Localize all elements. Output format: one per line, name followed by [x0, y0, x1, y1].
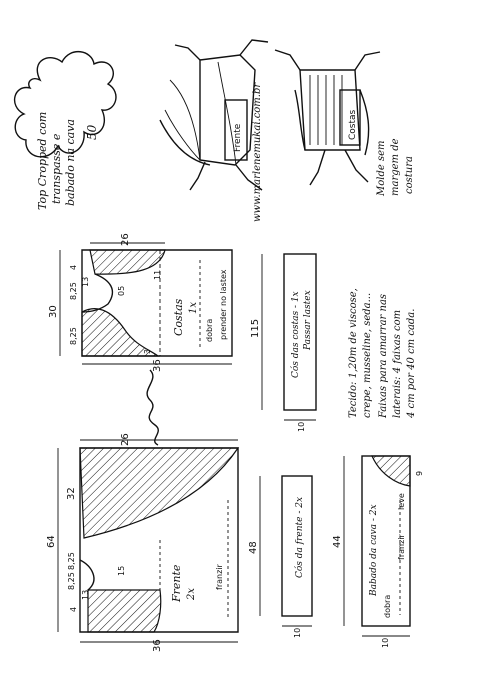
ruffle-leve: leve: [397, 493, 406, 510]
illustration-back-label: Costas: [348, 109, 358, 140]
back-prender: prender no lastex: [219, 269, 228, 340]
front-m-8-25: 8,25: [67, 552, 76, 570]
back-illustration: [275, 50, 380, 185]
front-piece-pattern: [46, 433, 238, 652]
back-m-8-25: 8,25: [69, 327, 78, 345]
front-franzir: franzir: [215, 564, 224, 590]
front-small-top: 4: [69, 606, 78, 612]
back-small-13: 13: [81, 276, 90, 287]
margin-note-line-3: costura: [404, 156, 415, 194]
website-url: www.marlenemukai.com.br: [252, 82, 263, 222]
back-waistband-length: 115: [250, 318, 261, 338]
ruffle-pattern: [332, 456, 424, 648]
back-waistband-label-1: Cós das costas - 1x: [291, 291, 301, 378]
title-cloud: [15, 52, 116, 210]
ruffle-width: 10: [381, 637, 390, 648]
back-dobra: dobra: [205, 318, 214, 342]
fabric-line-2: crepe, musseline, seda...: [362, 292, 373, 418]
back-label-2: 1x: [188, 301, 199, 314]
back-height: 30: [48, 305, 59, 318]
illustration-front-label: Frente: [233, 123, 243, 152]
back-m-8-25b: 8,25: [69, 282, 78, 300]
front-n15: 15: [117, 565, 126, 576]
back-m-11: 11: [153, 269, 162, 280]
margin-note-line-2: margem de: [390, 138, 401, 196]
back-width-top: 26: [120, 233, 131, 246]
ruffle-n9: 9: [415, 470, 424, 476]
ruffle-label: Babado da cava - 2x: [369, 504, 379, 596]
title-number: 50: [85, 124, 99, 140]
front-width-top: 26: [120, 433, 131, 446]
ruffle-franzir: franzir: [397, 534, 406, 560]
fabric-line-1: Tecido: 1,20m de viscose,: [348, 288, 359, 418]
title-line-1: Top Cropped com: [36, 111, 49, 210]
back-piece-pattern: [48, 233, 232, 372]
ruffle-length: 44: [332, 535, 343, 548]
fabric-line-5: 4 cm por 40 cm cada.: [406, 308, 417, 418]
title-line-3: babado na cava: [64, 119, 77, 206]
front-height-upper: 32: [66, 487, 77, 500]
front-waistband-label: Cós da frente - 2x: [295, 496, 305, 578]
front-waistband-length: 48: [248, 541, 259, 554]
front-waistband-pattern: [248, 476, 312, 638]
signature: [147, 370, 158, 445]
fabric-line-3: Faixas para amarrar nas: [378, 293, 389, 418]
margin-note: [376, 138, 415, 197]
fabric-note: [348, 288, 417, 419]
front-width-bottom: 36: [152, 639, 163, 652]
fabric-line-4: laterais: 4 faixas com: [392, 309, 403, 418]
front-m-13: 13: [81, 589, 90, 600]
back-neck: 05: [117, 285, 126, 296]
back-waistband-pattern: [250, 254, 316, 432]
back-label-1: Costas: [172, 298, 185, 336]
back-waistband-width: 10: [297, 421, 306, 432]
front-height-total: 64: [46, 535, 57, 548]
front-m-8-25b: 8,25: [67, 572, 76, 590]
title-line-2: transpasse e: [50, 133, 63, 204]
back-small-top: 4: [69, 264, 78, 270]
front-label-1: Frente: [170, 564, 183, 602]
back-n3: 3: [143, 348, 152, 354]
back-waistband-label-2: Passar lastex: [303, 290, 313, 350]
front-label-2: 2x: [186, 587, 197, 600]
front-waistband-width: 10: [293, 627, 302, 638]
back-width-bottom: 36: [152, 359, 163, 372]
margin-note-line-1: Molde sem: [376, 140, 387, 196]
ruffle-dobra: dobra: [383, 594, 392, 618]
